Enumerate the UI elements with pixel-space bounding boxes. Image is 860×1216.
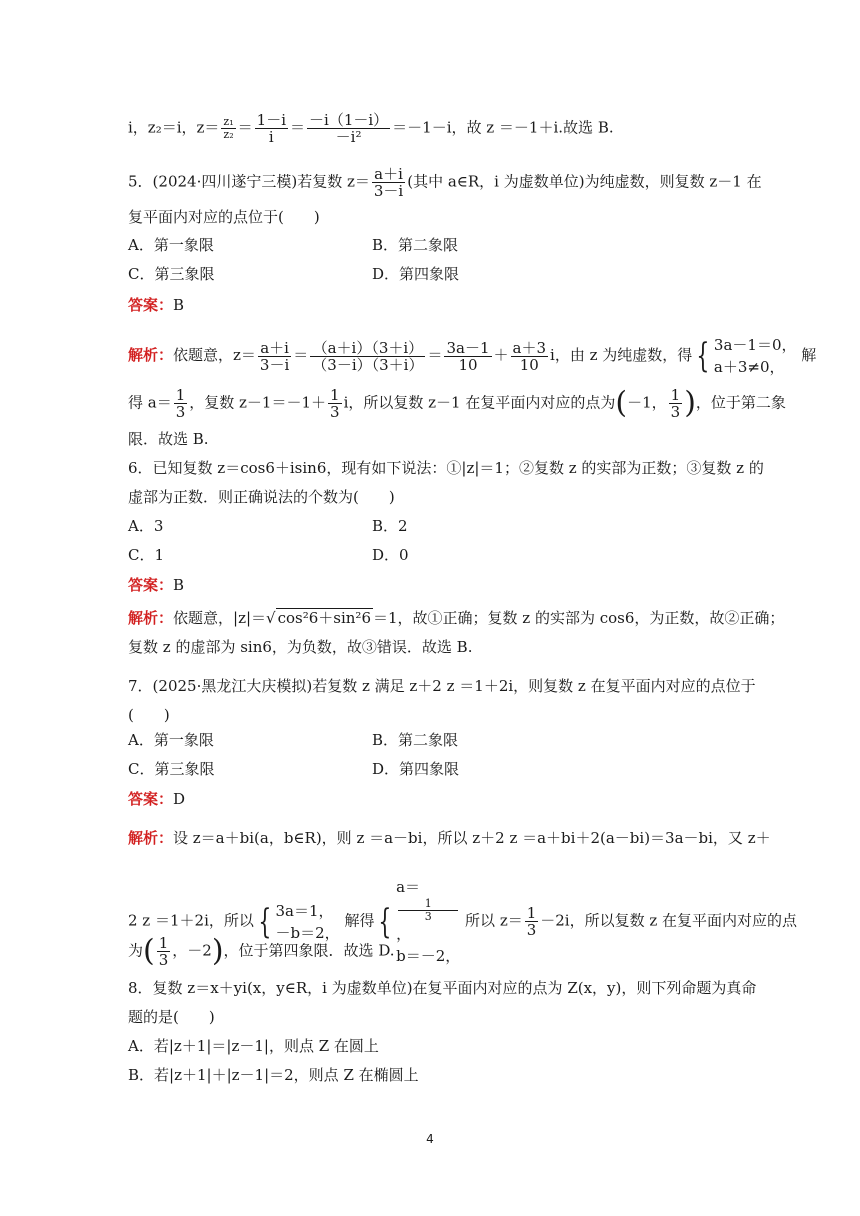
fraction: $\frac{a+i}{3-i}$ <box>259 338 290 374</box>
fraction: $\frac{1}{3}$ <box>175 386 186 421</box>
fraction: $\frac{-i(1-i)}{\text{－i²}}$ <box>309 111 389 146</box>
continued-solution-line: i，z₂＝i，z＝ $\frac{\text{z₁}}{\text{z₂}}$ ＝ $\frac{1-i}{i}$ ＝ $\frac{-i(1-i)}{\text{－i²}}$ ＝－1－i，故 z ＝－1＋i.故选 B. <box>128 111 614 146</box>
fraction: $\frac{1}{3}$ <box>330 386 340 421</box>
fraction: $\frac{1}{3}$ <box>158 934 169 969</box>
q6-option-d: D．0 <box>372 546 409 564</box>
q6-option-b: B．2 <box>372 517 408 535</box>
fraction: $\frac{3a-1}{10}$ <box>446 338 490 374</box>
q5-analysis-line1: 解析：依题意，z＝ $\frac{a+i}{3-i}$ ＝ $\frac{(a+i)(3+i)}{(3-i)(3+i)}$ ＝ $\frac{3a-1}{10}$ ＋ $\frac{a+3}{10}$ i，由 z 为纯虚数，得 { 3a－1＝0， a＋3≠0， 解 <box>128 336 817 376</box>
q6-analysis-line1: 解析：依题意，|z|＝√ cos²6＋sin²6 ＝1，故①正确；复数 z 的实部为 cos6，为正数，故②正确； <box>128 609 785 627</box>
q5-stem-line1: 5．(2024·四川遂宁三模)若复数 z＝ $\frac{a+i}{3-i}$ (其中 a∈R，i 为虚数单位)为纯虚数，则复数 z－1 在 <box>128 165 762 200</box>
text: z＝ <box>196 118 220 137</box>
fraction: $\frac{\text{z₁}}{\text{z₂}}$ <box>223 115 234 141</box>
q7-option-d: D．第四象限 <box>372 760 460 778</box>
q7-option-c: C．第三象限 <box>128 760 215 778</box>
q5-analysis-line2: 得 a＝ $\frac{1}{3}$ ，复数 z－1＝－1＋ $\frac{1}{3}$ i，所以复数 z－1 在复平面内对应的点为(－1， $\frac{1}{3}$ )，位于第二象 <box>128 385 786 421</box>
q5-option-a: A．第一象限 <box>128 236 214 254</box>
fraction: $\frac{a+3}{10}$ <box>512 338 547 374</box>
q6-analysis-line2: 复数 z 的虚部为 sin6，为负数，故③错误．故选 B. <box>128 638 473 656</box>
page-number: 4 <box>426 1132 434 1146</box>
equation-system: a＝ 1 3 ， b＝－2， <box>396 878 461 965</box>
q6-option-c: C．1 <box>128 546 165 564</box>
q5-analysis-line3: 限．故选 B. <box>128 430 209 448</box>
q6-stem-line1: 6．已知复数 z＝cos6＋isin6，现有如下说法：①|z|＝1；②复数 z 的实部为正数；③复数 z 的 <box>128 459 764 477</box>
q7-analysis-line1: 解析：设 z＝a＋bi(a，b∈R)，则 z ＝a－bi，所以 z＋2 z ＝a＋bi＋2(a－bi)＝3a－bi，又 z＋ <box>128 829 771 847</box>
q7-analysis-line2: 2 z ＝1＋2i，所以 { 3a＝1， －b＝2， 解得 { a＝ 1 3 ， b＝－2， 所以 z＝ $\frac{1}{3}$ －2i，所以复数 z 在复平面内对应的点 <box>128 878 798 965</box>
equation-system: 3a－1＝0， a＋3≠0， <box>713 336 797 376</box>
q7-stem-line1: 7．(2025·黑龙江大庆模拟)若复数 z 满足 z＋2 z ＝1＋2i，则复数 z 在复平面内对应的点位于 <box>128 677 756 695</box>
q5-answer: 答案：B <box>128 296 185 314</box>
text: ＝－1－i，故 z ＝－1＋i.故选 B. <box>392 118 614 137</box>
q8-option-a: A．若|z＋1|＝|z－1|，则点 Z 在圆上 <box>128 1037 379 1055</box>
q6-stem-line2: 虚部为正数．则正确说法的个数为( ) <box>128 488 395 506</box>
q7-answer: 答案：D <box>128 790 186 808</box>
q7-option-b: B．第二象限 <box>372 731 459 749</box>
q5-stem-line2: 复平面内对应的点位于( ) <box>128 208 320 226</box>
q8-option-b: B．若|z＋1|＋|z－1|＝2，则点 Z 在椭圆上 <box>128 1066 419 1084</box>
q6-answer: 答案：B <box>128 576 185 594</box>
sqrt: cos²6＋sin²6 <box>277 609 371 627</box>
fraction: $\frac{a+i}{3-i}$ <box>373 165 404 200</box>
q7-analysis-line3: 为( $\frac{1}{3}$ ，－2)，位于第四象限．故选 D. <box>128 933 395 969</box>
fraction: $\frac{1}{3}$ <box>670 386 681 421</box>
fraction: $\frac{1}{3}$ <box>526 904 537 939</box>
q7-stem-line2: ( ) <box>128 706 170 724</box>
q8-stem-line1: 8．复数 z＝x＋yi(x，y∈R，i 为虚数单位)在复平面内对应的点为 Z(x，y)，则下列命题为真命 <box>128 979 757 997</box>
fraction: $\frac{1-i}{i}$ <box>256 111 286 146</box>
q5-option-c: C．第三象限 <box>128 265 215 283</box>
q5-option-d: D．第四象限 <box>372 265 460 283</box>
equation-system: 3a＝1， －b＝2， <box>275 901 340 942</box>
q6-option-a: A．3 <box>128 517 164 535</box>
q8-stem-line2: 题的是( ) <box>128 1008 215 1026</box>
q7-option-a: A．第一象限 <box>128 731 214 749</box>
fraction: $\frac{(a+i)(3+i)}{(3-i)(3+i)}$ <box>312 338 424 374</box>
text: i，z₂＝i， <box>128 118 197 137</box>
q5-option-b: B．第二象限 <box>372 236 459 254</box>
